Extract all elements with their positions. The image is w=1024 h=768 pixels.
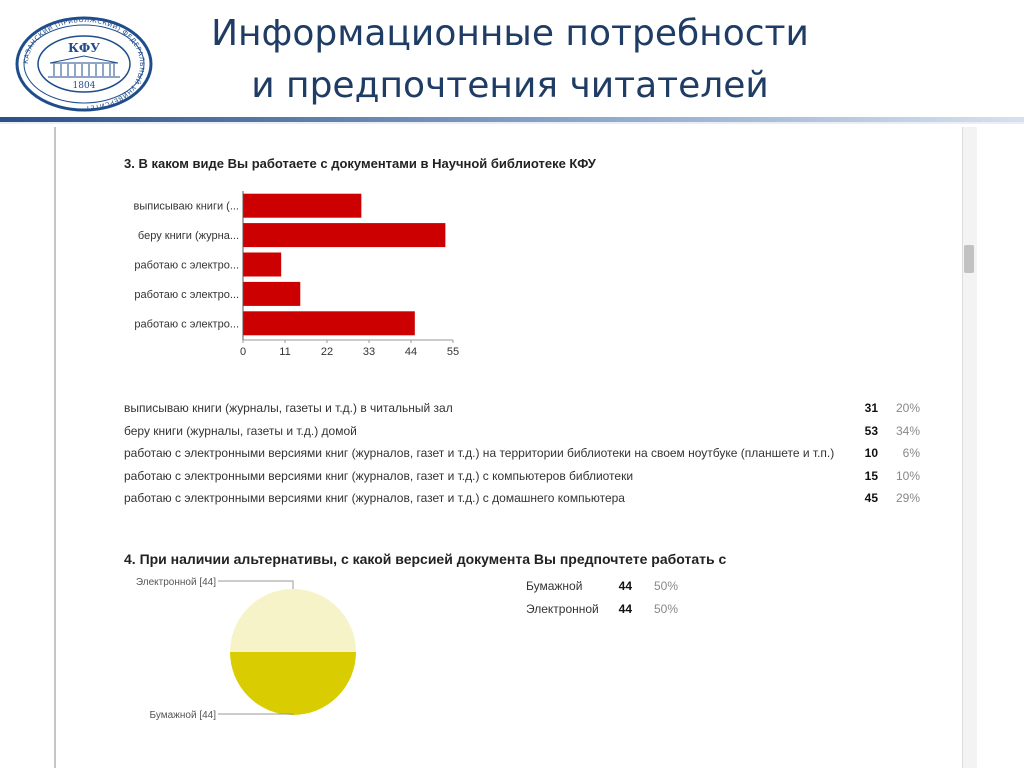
response-percent: 10%: [895, 468, 920, 483]
university-logo: [14, 16, 154, 112]
response-percent: 29%: [895, 491, 920, 506]
slide-title: [170, 8, 850, 112]
pie-slice: [230, 652, 356, 715]
response-percent: 50%: [653, 579, 678, 593]
category-label: беру книги (журна...: [137, 230, 239, 243]
category-label: выписываю книги (...: [133, 200, 239, 213]
table-row: [124, 398, 924, 421]
bar: [243, 194, 361, 218]
response-count: 15: [864, 468, 878, 483]
slide-title-line-2: и предпочтения читателей: [251, 65, 769, 106]
response-label: Бумажной: [526, 579, 583, 593]
pie-slice: [230, 589, 356, 652]
bar: [243, 311, 415, 335]
question-3-title: 3. В каком виде Вы работаете с документами в Научной библиотеке КФУ: [124, 156, 596, 171]
pie-leader-line: [218, 581, 293, 589]
x-tick-label: 22: [320, 346, 334, 358]
bar: [243, 253, 281, 277]
scrollbar-thumb[interactable]: [964, 245, 974, 273]
logo-name: КФУ: [67, 41, 101, 55]
response-percent: 6%: [902, 446, 920, 461]
bar: [243, 223, 445, 247]
table-row: [124, 421, 924, 444]
q3-response-table: [124, 398, 924, 511]
bar: [243, 282, 300, 306]
q3-bar-chart: [120, 185, 480, 365]
response-label: работаю с электронными версиями книг (журналов, газет и т.д.) с домашнего компьютера: [124, 491, 625, 506]
pie-slice-label: Бумажной [44]: [149, 710, 216, 721]
table-row: [124, 488, 924, 511]
response-count: 10: [864, 446, 878, 461]
response-count: 44: [618, 579, 632, 593]
x-tick-label: 55: [446, 346, 460, 358]
table-row: [526, 576, 696, 599]
response-label: выписываю книги (журналы, газеты и т.д.) в читальный зал: [124, 401, 453, 415]
question-4-title: 4. При наличии альтернативы, с какой версией документа Вы предпочтете работать с: [124, 551, 727, 567]
response-label: работаю с электронными версиями книг (журналов, газет и т.д.) на территории библиотеки на своем ноутбуке (планшете и т.п.): [124, 446, 835, 461]
response-label: Электронной: [526, 602, 599, 616]
x-tick-label: 44: [404, 346, 418, 358]
pie-slice-label: Электронной [44]: [135, 577, 216, 588]
x-tick-label: 33: [362, 346, 376, 358]
x-tick-label: 0: [239, 346, 247, 358]
response-count: 31: [864, 401, 878, 415]
response-count: 44: [618, 602, 632, 616]
logo-ring-text: КАЗАНСКИЙ (ПРИВОЛЖСКИЙ) ФЕДЕРАЛЬНЫЙ УНИВЕРСИТЕТ: [21, 16, 147, 112]
title-divider: [0, 117, 1024, 127]
table-row: [124, 443, 924, 466]
response-label: беру книги (журналы, газеты и т.д.) домой: [124, 423, 357, 438]
x-tick-label: 11: [279, 346, 291, 358]
response-percent: 20%: [895, 401, 920, 415]
table-row: [526, 599, 696, 622]
response-percent: 34%: [895, 423, 920, 438]
response-count: 53: [864, 423, 878, 438]
category-label: работаю с электро...: [134, 318, 239, 331]
response-count: 45: [864, 491, 878, 506]
q4-response-table: [526, 576, 696, 622]
logo-year: 1804: [72, 81, 96, 91]
scrollbar-track[interactable]: [962, 127, 977, 768]
response-label: работаю с электронными версиями книг (журналов, газет и т.д.) с компьютеров библиотеки: [124, 468, 634, 483]
category-label: работаю с электро...: [134, 259, 239, 272]
table-row: [124, 466, 924, 489]
category-label: работаю с электро...: [134, 288, 239, 301]
response-percent: 50%: [653, 602, 678, 616]
q4-pie-chart: [120, 575, 380, 730]
pie-leader-line: [218, 714, 293, 715]
slide-title-line-1: Информационные потребности: [211, 13, 809, 54]
